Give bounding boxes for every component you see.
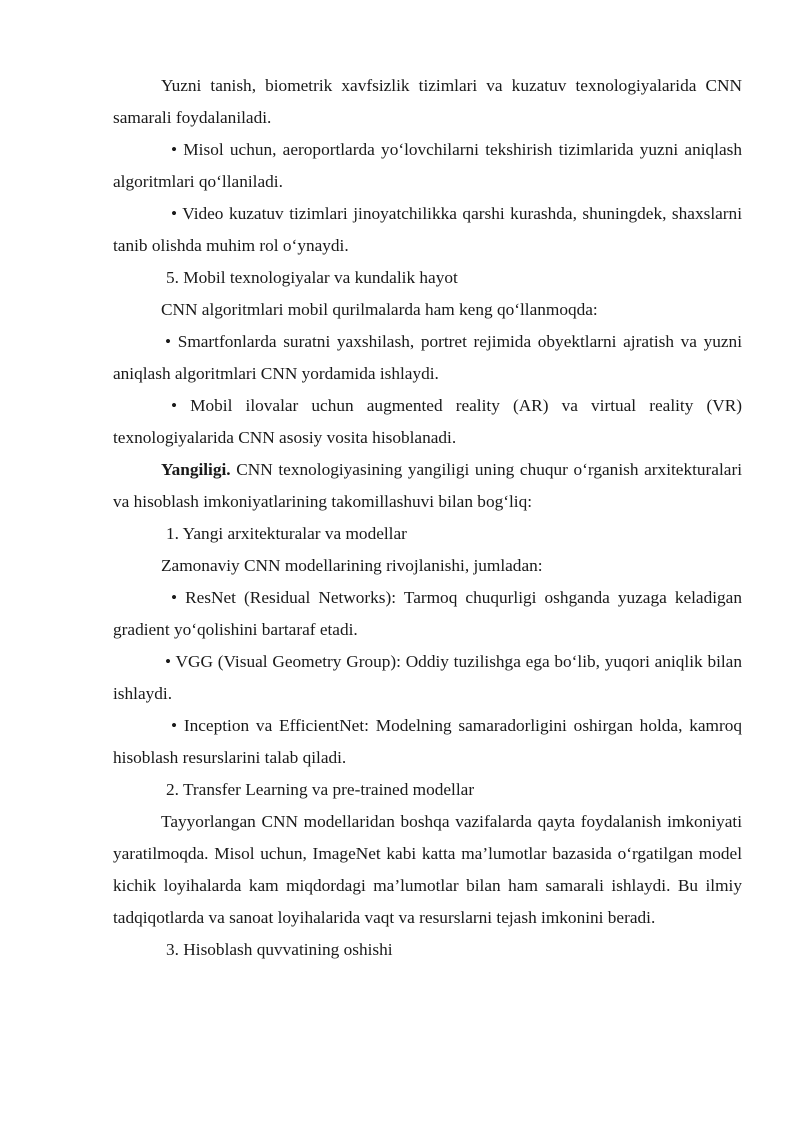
paragraph-transfer-learning: Tayyorlangan CNN modellaridan boshqa vazifalarda qayta foydalanish imkoniyati yaratilmoqda. Misol uchun, ImageNet kabi katta ma’lumotlar bazasida o‘rgatilgan model kichik loyihalarda kam miqdordagi ma’lumotlar bilan ham samarali ishlaydi. Bu ilmiy tadqiqotlarda va sanoat loyihalarida vaqt va resurslarni tejash imkonini beradi. (113, 812, 742, 927)
novelty-bold-label: Yangiligi. (161, 460, 231, 479)
paragraph-cnn-face-recognition: Yuzni tanish, biometrik xavfsizlik tizimlari va kuzatuv texnologiyalarida CNN samarali foydalaniladi. (113, 76, 742, 127)
section-heading-compute-power: 3. Hisoblash quvvatining oshishi (166, 940, 393, 959)
paragraph-novelty (113, 454, 742, 518)
bullet-vgg: • VGG (Visual Geometry Group): Oddiy tuzilishga ega bo‘lib, yuqori aniqlik bilan ishlaydi. (113, 652, 742, 703)
document-page (113, 70, 742, 966)
section-heading-mobile: 5. Mobil texnologiyalar va kundalik hayot (166, 268, 458, 287)
paragraph-modern-models-intro: Zamonaviy CNN modellarining rivojlanishi, jumladan: (161, 556, 543, 575)
bullet-resnet: • ResNet (Residual Networks): Tarmoq chuqurligi oshganda yuzaga keladigan gradient yo‘qolishini bartaraf etadi. (113, 588, 742, 639)
bullet-ar-vr: • Mobil ilovalar uchun augmented reality (AR) va virtual reality (VR) texnologiyalarida CNN asosiy vosita hisoblanadi. (113, 396, 742, 447)
bullet-inception-efficientnet: • Inception va EfficientNet: Modelning samaradorligini oshirgan holda, kamroq hisoblash resurslarini talab qiladi. (113, 716, 742, 767)
bullet-video-surveillance: • Video kuzatuv tizimlari jinoyatchilikka qarshi kurashda, shuningdek, shaxslarni tanib olishda muhim rol o‘ynaydi. (113, 204, 742, 255)
section-heading-architectures: 1. Yangi arxitekturalar va modellar (166, 524, 407, 543)
section-heading-transfer-learning: 2. Transfer Learning va pre-trained modellar (166, 780, 475, 799)
bullet-smartphones: • Smartfonlarda suratni yaxshilash, portret rejimida obyektlarni ajratish va yuzni aniqlash algoritmlari CNN yordamida ishlaydi. (113, 332, 742, 383)
paragraph-mobile-intro: CNN algoritmlari mobil qurilmalarda ham keng qo‘llanmoqda: (161, 300, 598, 319)
novelty-text: CNN texnologiyasining yangiligi uning chuqur o‘rganish arxitekturalari va hisoblash imkoniyatlarining takomillashuvi bilan bog‘liq: (113, 460, 742, 511)
bullet-airport-face-detection: • Misol uchun, aeroportlarda yo‘lovchilarni tekshirish tizimlarida yuzni aniqlash algoritmlari qo‘llaniladi. (113, 140, 742, 191)
